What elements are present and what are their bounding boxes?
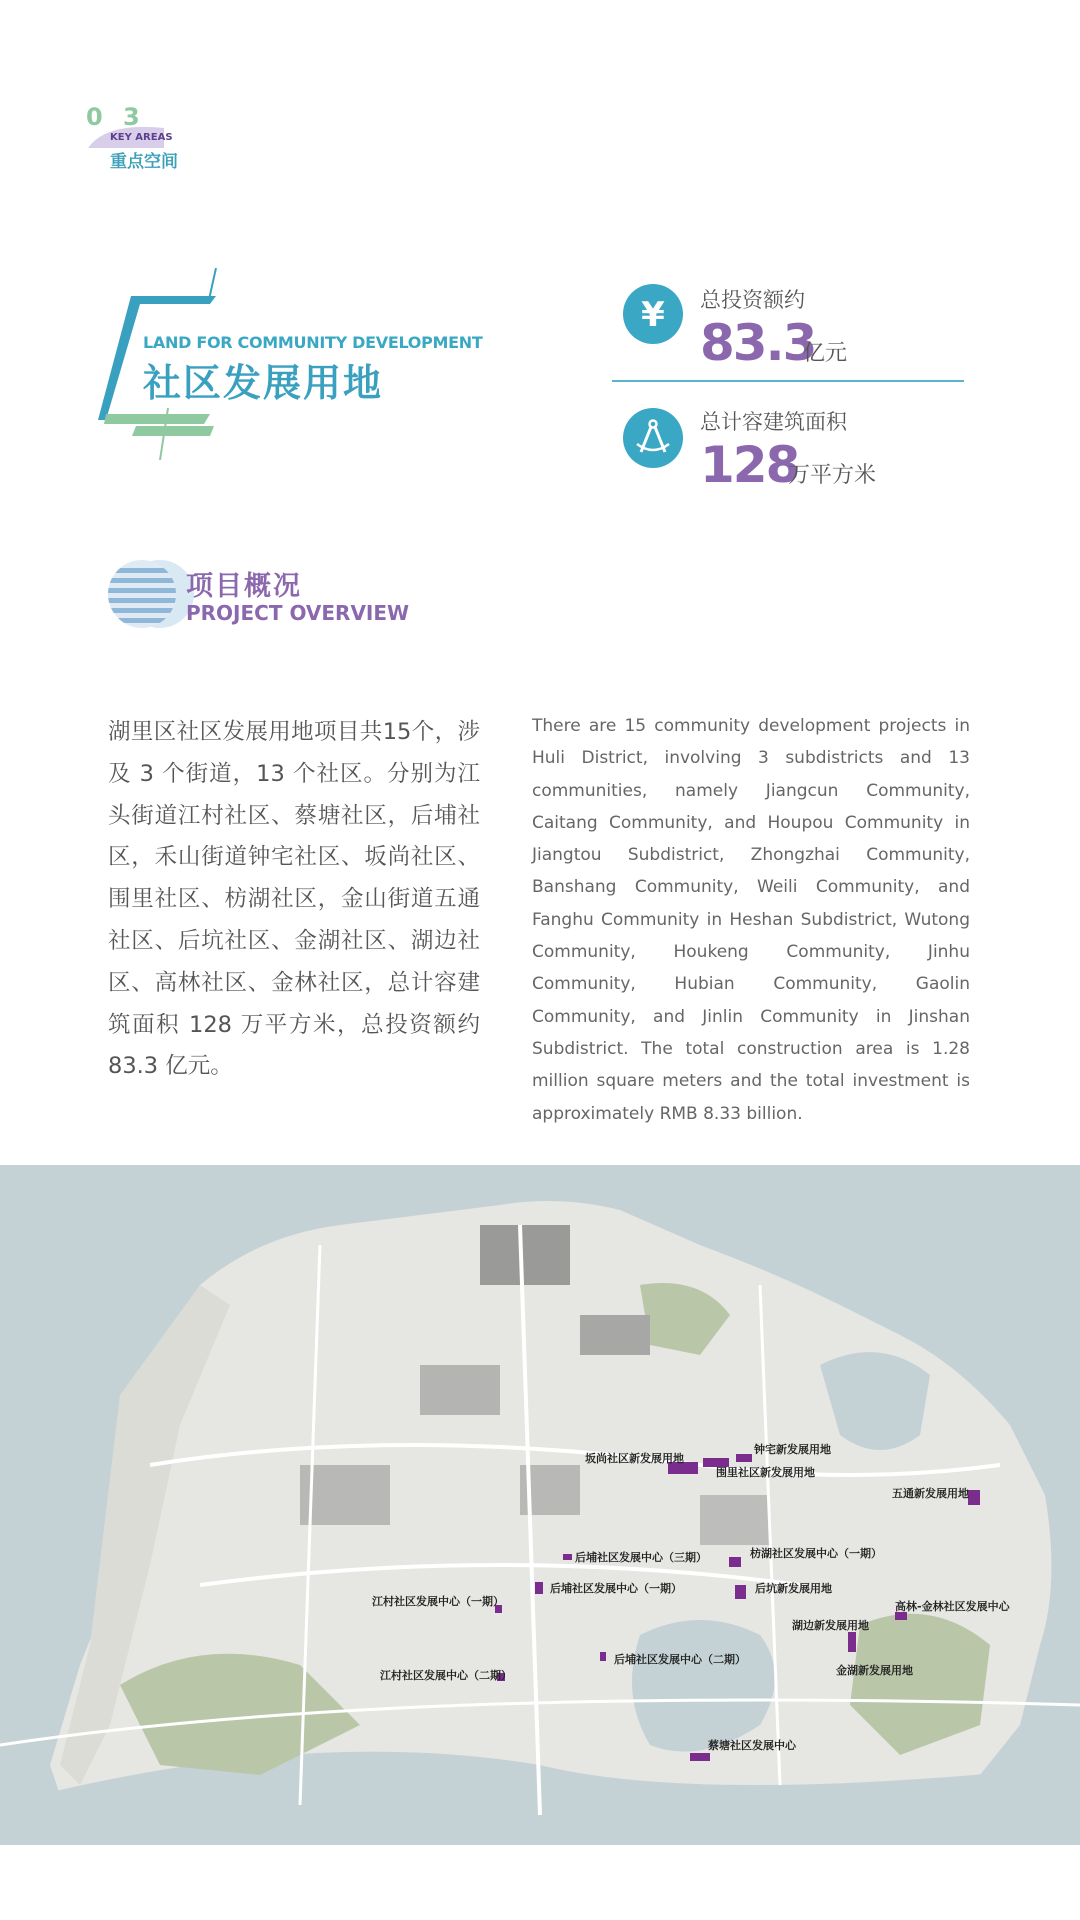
body-text-cn: 湖里区社区发展用地项目共15个，涉及 3 个街道，13 个社区。分别为江头街道江村社区、蔡塘社区，后埔社区，禾山街道钟宅社区、坂尚社区、围里社区、枋湖社区，金山街道五通社区、后坑社区、金湖社区、湖边社区、高林社区、金林社区，总计容建筑面积 128 万平方米，总投资额约 83.3 亿元。 xyxy=(108,719,480,1080)
section-cn-label: 重点空间 xyxy=(110,152,178,172)
stat-area-unit: 万平方米 xyxy=(788,463,877,488)
plot-wutong xyxy=(968,1490,980,1505)
map-label-jiangcun1: 江村社区发展中心（一期） xyxy=(372,1595,504,1608)
stat-area-value: 128 xyxy=(700,436,799,494)
plot-houpu3 xyxy=(563,1554,572,1560)
map-label-houpu1: 后埔社区发展中心（一期） xyxy=(550,1582,682,1595)
compass-icon xyxy=(623,408,683,468)
map-label-fanghu1: 枋湖社区发展中心（一期） xyxy=(750,1547,882,1560)
overview-title-en: PROJECT OVERVIEW xyxy=(186,601,410,625)
map-label-zhongzhai: 钟宅新发展用地 xyxy=(754,1443,831,1456)
map-label-jiangcun2: 江村社区发展中心（二期） xyxy=(380,1669,512,1682)
plot-hubian xyxy=(848,1632,856,1652)
section-number: 0 3 xyxy=(86,103,146,131)
stat-investment-label: 总投资额约 xyxy=(700,288,805,312)
plot-caitang xyxy=(690,1753,710,1761)
map-label-wutong: 五通新发展用地 xyxy=(892,1487,969,1500)
plot-houkeng xyxy=(735,1585,746,1599)
stat-area-label: 总计容建筑面积 xyxy=(700,410,847,434)
stat-investment-value: 83.3 xyxy=(700,314,816,372)
map-label-houkeng: 后坑新发展用地 xyxy=(755,1582,832,1595)
title-en: LAND FOR COMMUNITY DEVELOPMENT xyxy=(143,333,483,352)
district-map xyxy=(0,1165,1080,1845)
plot-houpu2 xyxy=(600,1652,606,1661)
map-label-gaolin: 高林-金林社区发展中心 xyxy=(895,1600,1010,1613)
stat-investment-unit: 亿元 xyxy=(803,341,848,366)
map-base xyxy=(0,1165,1080,1845)
plot-fanghu1 xyxy=(729,1557,741,1567)
overview-title-cn: 项目概况 xyxy=(186,571,302,602)
map-label-jinhu: 金湖新发展用地 xyxy=(836,1664,913,1677)
body-text-en: There are 15 community development projects in Huli District, involving 3 subdistricts and 13 communities, namely Jiangcun Community, Caitang Community, and Houpou Community in Jiangtou Subdistrict, Zhongzhai Community, Banshang Community, Weili Community, and Fanghu Community in Heshan Subdistrict, Wutong Community, Houkeng Community, Jinhu Community, Hubian Community, Gaolin Community, and Jinlin Community in Jinshan Subdistrict. The total construction area is 1.28 million square meters and the total investment is approximately RMB 8.33 billion. xyxy=(532,716,970,1124)
map-label-houpu2: 后埔社区发展中心（二期） xyxy=(614,1653,746,1666)
map-label-houpu3: 后埔社区发展中心（三期） xyxy=(575,1551,707,1564)
map-label-banshang: 坂尚社区新发展用地 xyxy=(585,1452,684,1465)
plot-zhongzhai xyxy=(736,1454,752,1462)
section-key-label: KEY AREAS xyxy=(110,132,173,143)
map-label-hubian: 湖边新发展用地 xyxy=(792,1619,869,1632)
overview-circles-decoration xyxy=(106,558,196,630)
map-label-caitang: 蔡塘社区发展中心 xyxy=(708,1739,796,1752)
yen-icon xyxy=(623,284,683,344)
map-label-weili: 围里社区新发展用地 xyxy=(716,1466,815,1479)
stat-divider xyxy=(612,380,964,382)
title-cn: 社区发展用地 xyxy=(143,361,384,405)
plot-houpu1 xyxy=(535,1582,543,1594)
svg-text:¥: ¥ xyxy=(641,295,665,335)
